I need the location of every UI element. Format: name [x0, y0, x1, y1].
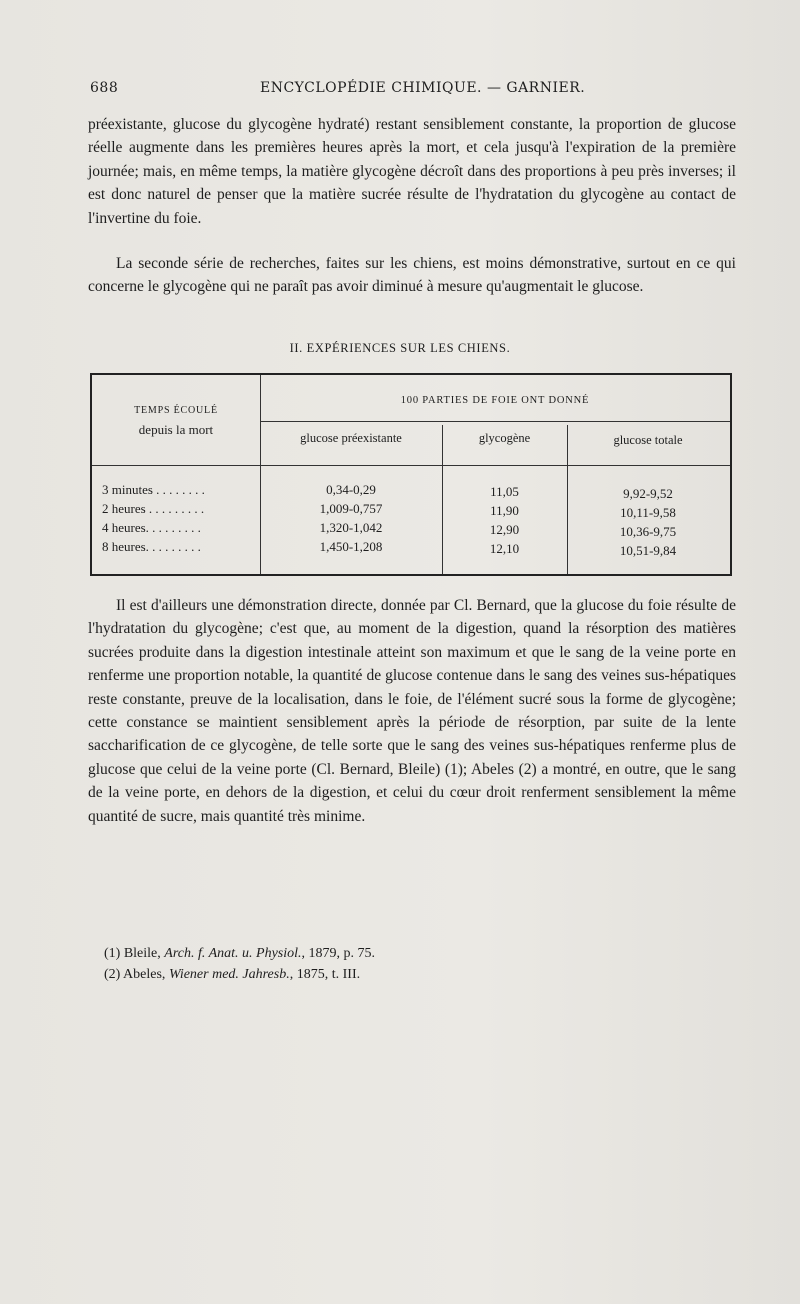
row-value: 1,009-0,757 — [319, 501, 383, 516]
paragraph-1 — [88, 113, 736, 230]
footnote-2-author: (2) Abeles, — [104, 967, 169, 982]
paragraph-2 — [88, 252, 736, 299]
row-value: 11,05 — [490, 484, 519, 499]
header-rule — [92, 465, 730, 466]
row-label: 3 minutes . . . . . . . . — [102, 482, 205, 497]
row-value: 10,36-9,75 — [619, 524, 677, 539]
footnote-2-ref: , 1875, t. III. — [289, 967, 361, 982]
footnote-2-journal: Wiener med. Jahresb. — [168, 967, 290, 982]
col-time-subheader: depuis la mort — [138, 422, 214, 437]
paragraph-3-text: Il est d'ailleurs une démonstration directe, donnée par Cl. Bernard, que la glucose du foie résulte de l'hydratation du glycogène; c'est que, au moment de la digestion, quand la résorption des matières sucrées produite dans la digestion intestinale atteint son maximum et que le sang de la veine porte en renferme une proportion notable, la quantité de glucose contenue dans le sang des veines sus-hépatiques reste constante, preuve de la localisation, dans le foie, de l'élément sucré sous la forme de glycogène; cette constance se maintient sensiblement après la période de résorption, par suite de la lente saccharification de ce glycogène, de telle sorte que le sang des veines sus-hépatiques renferme plus de glucose que celui de la veine porte (Cl. Bernard, Bleile) (1); Abeles (2) a montré, en outre, que le sang de la veine porte, en dehors de la digestion, et celui du cœur droit renferment sensiblement la même quantité de sucre, mais quantité très minime. — [88, 597, 736, 825]
col-glucose-pre-header: glucose préexistante — [300, 431, 402, 445]
page-number: 688 — [90, 80, 119, 96]
col-time-header: TEMPS ÉCOULÉ — [134, 405, 218, 416]
footnote-2 — [104, 964, 724, 985]
running-title: ENCYCLOPÉDIE CHIMIQUE. — GARNIER. — [260, 80, 586, 96]
row-value: 0,34-0,29 — [326, 482, 376, 497]
row-value: 10,11-9,58 — [620, 505, 676, 520]
row-value: 10,51-9,84 — [619, 543, 677, 558]
col-glycogene-header: glycogène — [478, 431, 531, 445]
data-table — [90, 373, 732, 576]
row-label: 2 heures . . . . . . . . . — [102, 501, 205, 516]
row-label: 8 heures. . . . . . . . . — [102, 539, 201, 554]
footnote-1-author: (1) Bleile, — [104, 946, 165, 961]
running-header — [90, 80, 730, 104]
paragraph-2-text: La seconde série de recherches, faites sur les chiens, est moins démonstrative, surtout en ce qui concerne le glycogène qui ne paraît pas avoir diminué à mesure qu'augmentait le glucose. — [88, 255, 736, 296]
table-title: II. EXPÉRIENCES SUR LES CHIENS. — [289, 341, 511, 355]
paragraph-1-text: préexistante, glucose du glycogène hydraté) restant sensiblement constante, la proportion de glucose réelle augmente dans les premières heures après la mort, et cela jusqu'à l'expiration de la première journée; mais, en même temps, la matière glycogène décroît dans des proportions à peu près inverses; il est donc naturel de penser que la matière sucrée résulte de l'hydratation du glycogène au contact de l'invertine du foie. — [88, 116, 736, 227]
footnote-1-journal: Arch. f. Anat. u. Physiol. — [164, 946, 302, 961]
col-glucose-total-header: glucose totale — [613, 433, 683, 447]
group-header: 100 PARTIES DE FOIE ONT DONNÉ — [400, 395, 590, 406]
row-value: 1,450-1,208 — [319, 539, 383, 554]
footnotes — [104, 943, 724, 985]
row-value: 9,92-9,52 — [623, 486, 673, 501]
paragraph-3 — [88, 594, 736, 828]
row-value: 1,320-1,042 — [319, 520, 383, 535]
footnote-1-ref: , 1879, p. 75. — [301, 946, 376, 961]
group-header-rule — [260, 421, 730, 422]
row-value: 12,10 — [489, 541, 520, 556]
footnote-1 — [104, 943, 724, 964]
row-label: 4 heures. . . . . . . . . — [102, 520, 201, 535]
row-value: 12,90 — [489, 522, 520, 537]
row-value: 11,90 — [490, 503, 519, 518]
